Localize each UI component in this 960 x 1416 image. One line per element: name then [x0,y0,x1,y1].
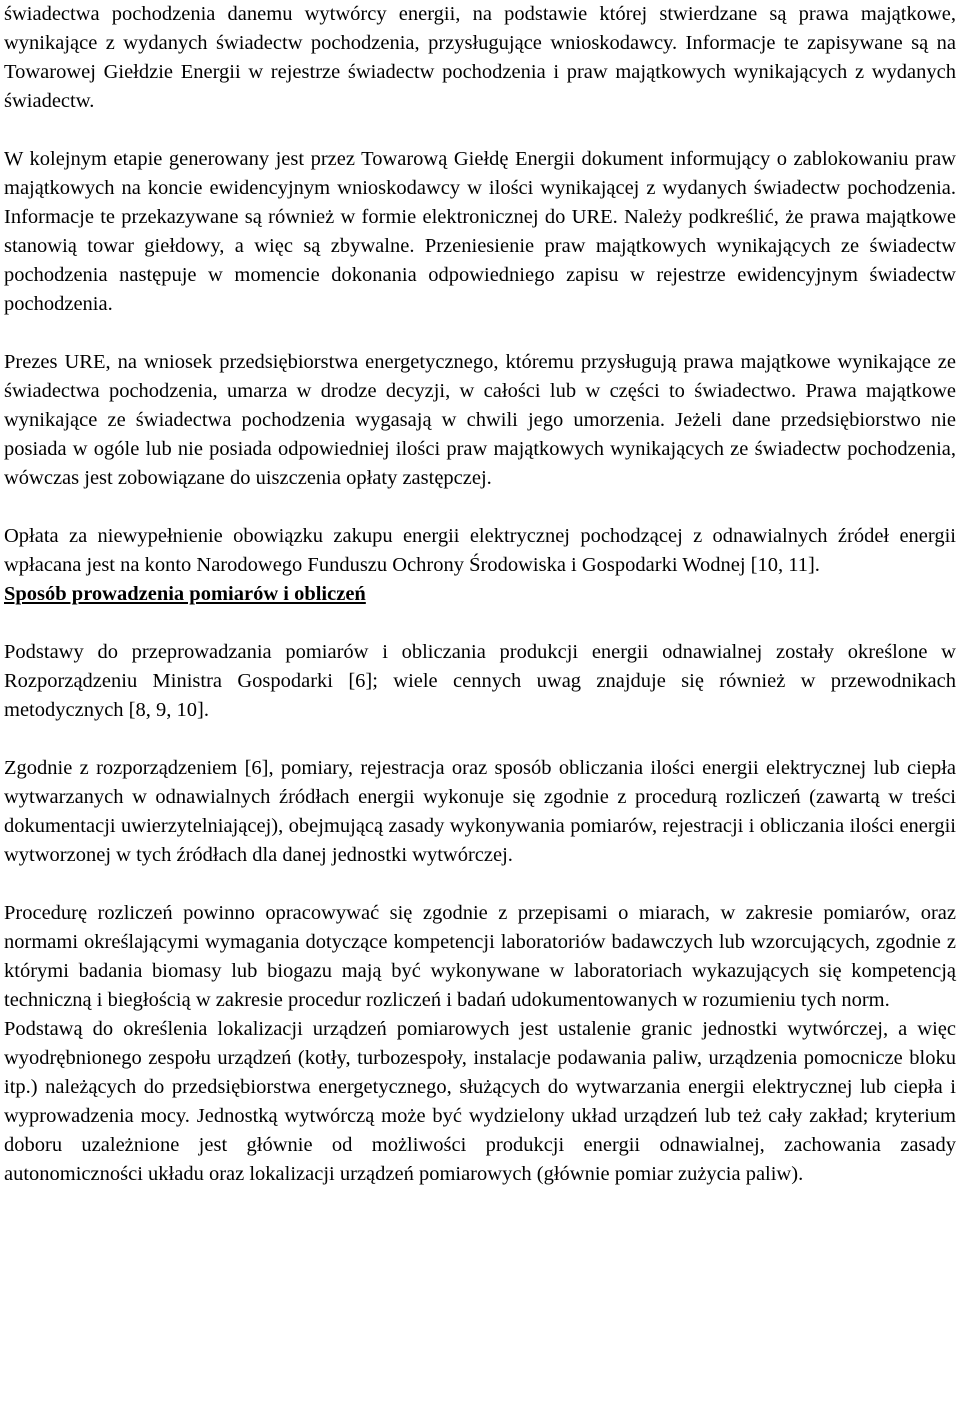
document-page [4,0,956,1189]
section-heading: Sposób prowadzenia pomiarów i obliczeń [4,583,366,605]
paragraph-ure-redemption: Prezes URE, na wniosek przedsiębiorstwa energetycznego, któremu przysługują prawa majątkowe wynikające ze świadectwa pochodzenia, umarza w drodze decyzji, w całości lub w części to świadectwo. Prawa majątkowe wynikające ze świadectwa pochodzenia wygasają w chwili jego umorzenia. Jeżeli dane przedsiębiorstwo nie posiada w ogóle lub nie posiada odpowiedniej ilości praw majątkowych wynikających ze świadectw pochodzenia, wówczas jest zobowiązane do uiszczenia opłaty zastępczej. [4,351,956,489]
paragraph-generating-unit: Podstawą do określenia lokalizacji urządzeń pomiarowych jest ustalenie granic jednostki wytwórczej, a więc wyodrębnionego zespołu urządzeń (kotły, turbozespoły, instalacje podawania paliw, urządzenia pomocnicze bloku itp.) należących do przedsiębiorstwa energetycznego, służących do wytwarzania energii elektrycznej lub ciepła i wyprowadzenia mocy. Jednostką wytwórczą może być wydzielony układ urządzeń lub też cały zakład; kryterium doboru uzależnione jest głównie od możliwości produkcji energii odnawialnej, zachowania zasady autonomiczności układu oraz lokalizacji urządzeń pomiarowych (głównie pomiar zużycia paliw). [4,1018,956,1185]
paragraph-certificates-registration: świadectwa pochodzenia danemu wytwórcy energii, na podstawie której stwierdzane są prawa majątkowe, wynikające z wydanych świadectw pochodzenia, przysługujące wnioskodawcy. Informacje te zapisywane są na Towarowej Giełdzie Energii w rejestrze świadectw pochodzenia i praw majątkowych wynikających z wydanych świadectw. [4,3,956,112]
paragraph-measurement-basis: Podstawy do przeprowadzania pomiarów i obliczania produkcji energii odnawialnej zostały określone w Rozporządzeniu Ministra Gospodarki [6]; wiele cennych uwag znajduje się również w przewodnikach metodycznych [8, 9, 10]. [4,641,956,721]
paragraph-blocking-rights: W kolejnym etapie generowany jest przez Towarową Giełdę Energii dokument informujący o zablokowaniu praw majątkowych na koncie ewidencyjnym wnioskodawcy w ilości wynikającej z wydanych świadectw pochodzenia. Informacje te przekazywane są również w formie elektronicznej do URE. Należy podkreślić, że prawa majątkowe stanowią towar giełdowy, a więc są zbywalne. Przeniesienie praw majątkowych wynikających ze świadectw pochodzenia następuje w momencie dokonania odpowiedniego zapisu w rejestrze ewidencyjnym świadectw pochodzenia. [4,148,956,315]
paragraph-settlement-procedure: Procedurę rozliczeń powinno opracowywać się zgodnie z przepisami o miarach, w zakresie pomiarów, oraz normami określającymi wymagania dotyczące kompetencji laboratoriów badawczych lub wzorcujących, zgodnie z którymi badania biomasy lub biogazu mają być wykonywane w laboratoriach wykazujących się kompetencją techniczną i biegłością w zakresie procedur rozliczeń i badań udokumentowanych w rozumieniu tych norm. [4,902,956,1011]
paragraph-regulation-procedure: Zgodnie z rozporządzeniem [6], pomiary, rejestracja oraz sposób obliczania ilości energii elektrycznej lub ciepła wytwarzanych w odnawialnych źródłach energii wykonuje się zgodnie z procedurą rozliczeń (zawartą w treści dokumentacji uwierzytelniającej), obejmującą zasady wykonywania pomiarów, rejestracji i obliczania ilości energii wytworzonej w tych źródłach dla danej jednostki wytwórczej. [4,757,956,866]
paragraph-substitute-fee: Opłata za niewypełnienie obowiązku zakupu energii elektrycznej pochodzącej z odnawialnych źródeł energii wpłacana jest na konto Narodowego Funduszu Ochrony Środowiska i Gospodarki Wodnej [10, 11]. [4,525,956,576]
